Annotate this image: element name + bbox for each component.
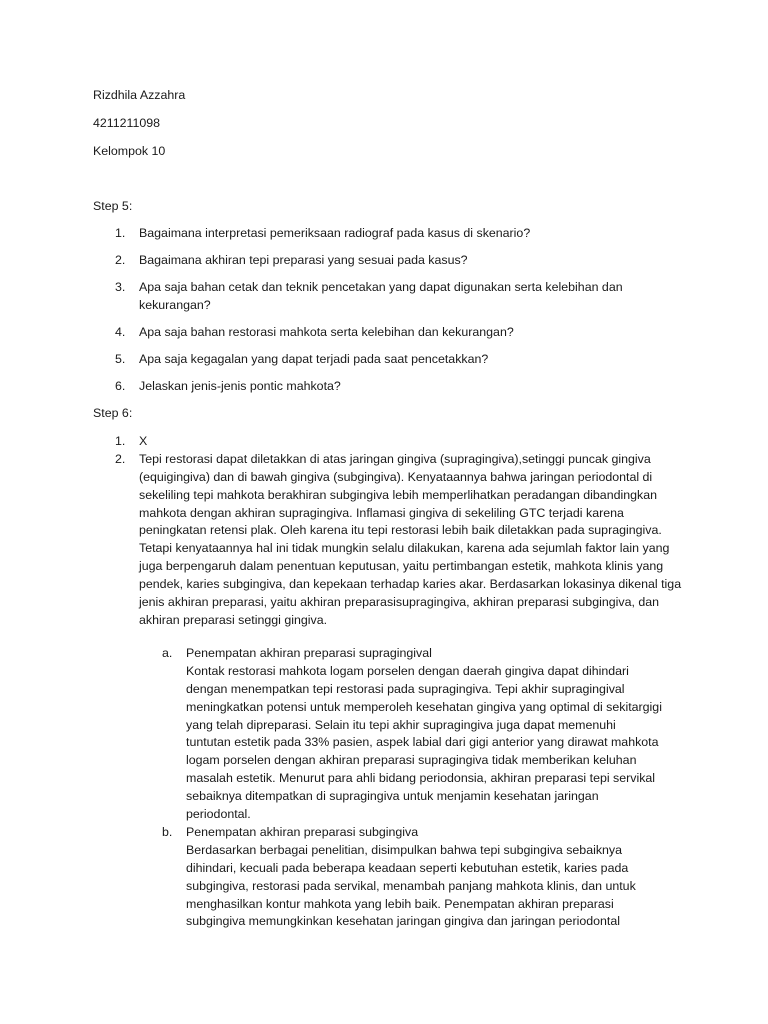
- subitem-paragraph: Berdasarkan berbagai penelitian, disimpulkan bahwa tepi subgingiva sebaiknya dihindari, kecuali pada beberapa keadaan seperti kebutuhan estetik, karies pada subgingiva, restorasi pada servikal, menambah panjang mahkota klinis, dan untuk menghasilkan kontur mahkota yang lebih baik. Penempatan akhiran preparasi subgingiva memungkinkan kesehatan jaringan gingiva dan jaringan periodontal: [186, 843, 636, 929]
- question-number: 5.: [115, 352, 126, 366]
- answer-text: X: [139, 434, 148, 448]
- question-number: 1.: [115, 226, 126, 240]
- question-text: Apa saja kegagalan yang dapat terjadi pada saat pencetakkan?: [139, 352, 489, 366]
- question-number: 3.: [115, 280, 126, 294]
- step5-heading: Step 5:: [93, 199, 133, 213]
- question-text: Jelaskan jenis-jenis pontic mahkota?: [139, 379, 341, 393]
- question-text: Apa saja bahan restorasi mahkota serta kelebihan dan kekurangan?: [139, 325, 514, 339]
- answer-number: 2.: [115, 452, 126, 466]
- answer-number: 1.: [115, 434, 126, 448]
- answer-paragraph: Tepi restorasi dapat diletakkan di atas jaringan gingiva (supragingiva),setinggi puncak gingiva (equigingiva) dan di bawah gingiva (subgingiva). Kenyataannya bahwa jaringan periodontal di sekeliling tepi mahkota berakhiran subgingiva lebih memperlihatkan peradangan dibandingkan mahkota dengan akhiran supragingiva. Inflamasi gingiva di sekeliling GTC terjadi karena peningkatan retensi plak. Oleh karena itu tepi restorasi lebih baik diletakkan pada supragingiva. Tetapi kenyataannya hal ini tidak mungkin selalu dilakukan, karena ada sejumlah faktor lain yang juga berpengaruh dalam penentuan keputusan, yaitu pertimbangan estetik, mahkota klinis yang pendek, karies subgingiva, dan kepekaan terhadap karies akar. Berdasarkan lokasinya dikenal tiga jenis akhiran preparasi, yaitu akhiran preparasisupragingiva, akhiran preparasi subgingiva, dan akhiran preparasi setinggi gingiva.: [139, 452, 682, 627]
- subitem-title: Penempatan akhiran preparasi subgingiva: [186, 825, 419, 839]
- student-id: 4211211098: [93, 116, 161, 130]
- group-label: Kelompok 10: [93, 144, 166, 158]
- author-name: Rizdhila Azzahra: [93, 88, 186, 102]
- subitem-title: Penempatan akhiran preparasi supragingival: [186, 646, 432, 660]
- question-number: 2.: [115, 253, 126, 267]
- step6-heading: Step 6:: [93, 406, 133, 420]
- question-number: 6.: [115, 379, 126, 393]
- question-number: 4.: [115, 325, 126, 339]
- subitem-paragraph: Kontak restorasi mahkota logam porselen dengan daerah gingiva dapat dihindari dengan menempatkan tepi restorasi pada supragingiva. Tepi akhir supragingival meningkatkan potensi untuk memperoleh kesehatan gingiva yang optimal di sekitargigi yang telah dipreparasi. Selain itu tepi akhir supragingiva juga dapat memenuhi tuntutan estetik pada 33% pasien, aspek labial dari gigi anterior yang dirawat mahkota logam porselen dengan akhiran preparasi supragingiva tidak memberikan keluhan masalah estetik. Menurut para ahli bidang periodonsia, akhiran preparasi tepi servikal sebaiknya ditempatkan di supragingiva untuk menjamin kesehatan jaringan periodontal.: [186, 664, 662, 821]
- subitem-letter: a.: [162, 646, 173, 660]
- question-text: Bagaimana akhiran tepi preparasi yang sesuai pada kasus?: [139, 253, 468, 267]
- question-text: Apa saja bahan cetak dan teknik pencetakan yang dapat digunakan serta kelebihan dan kekurangan?: [139, 280, 623, 312]
- subitem-letter: b.: [162, 825, 173, 839]
- question-text: Bagaimana interpretasi pemeriksaan radiograf pada kasus di skenario?: [139, 226, 531, 240]
